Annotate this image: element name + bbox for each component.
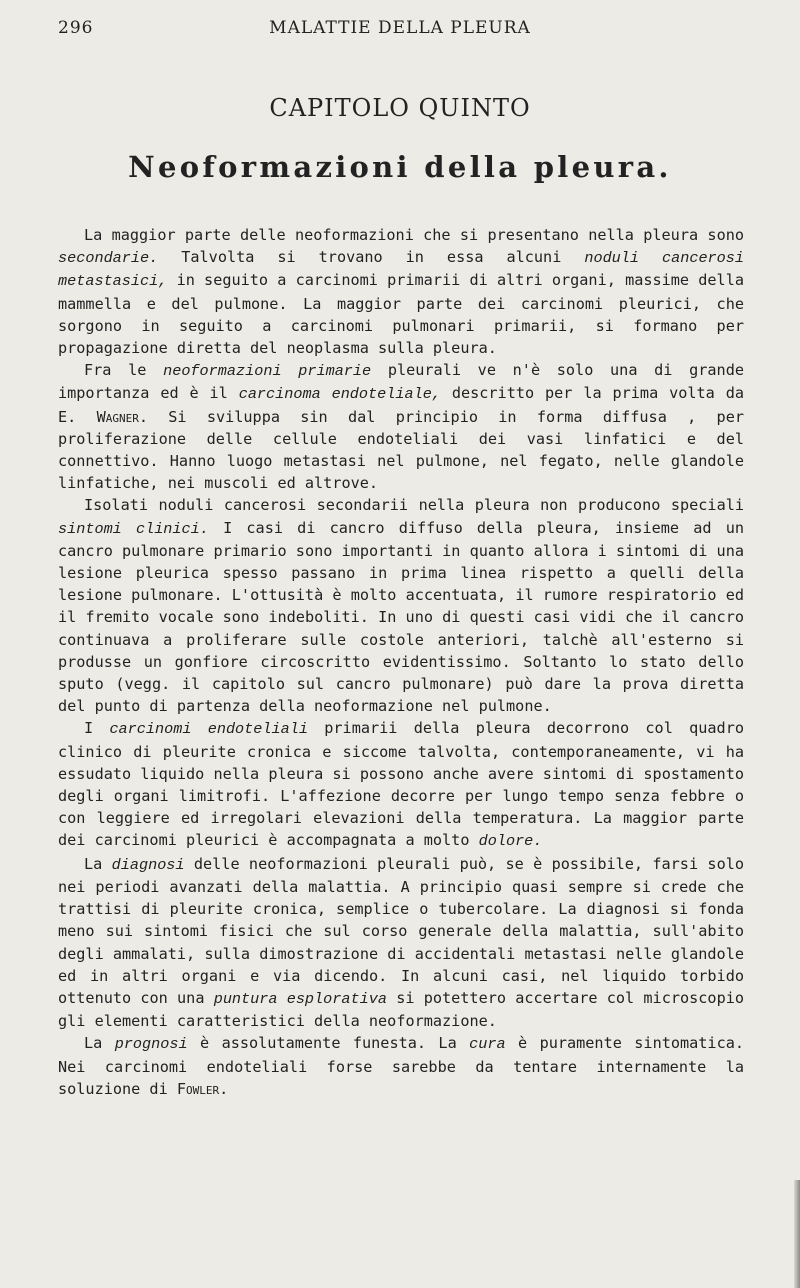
text-run: Si sviluppa sin dal principio in forma diffusa , per proliferazione delle cellule endoteliali dei vasi linfatici e del connettivo. Hanno luogo metastasi nel pulmone, nel fegato, nelle glandole linfatiche, nei muscoli ed altrove. — [58, 407, 744, 493]
italic-term: noduli cancerosi metastasici, — [58, 249, 745, 291]
text-run: La — [84, 854, 112, 873]
italic-term: cura — [469, 1035, 506, 1054]
paragraph-primary-neoplasms — [58, 359, 744, 494]
chapter-heading: CAPITOLO QUINTO — [269, 94, 531, 122]
text-run: si potettero accertare col microscopio gli elementi caratteristici della neoformazione. — [58, 988, 744, 1031]
italic-term: secondarie. — [58, 249, 159, 268]
running-title: MALATTIE DELLA PLEURA — [269, 18, 531, 38]
italic-term: prognosi — [114, 1035, 188, 1054]
page-edge-shadow — [794, 1180, 800, 1288]
paragraph-diagnosis — [58, 853, 744, 1033]
text-run: pleurali ve n'è solo una di grande importanza ed è il — [58, 361, 744, 403]
text-run: Talvolta si trovano in essa alcuni — [158, 248, 585, 267]
author-name: Fowler. — [176, 1079, 229, 1098]
text-run: I — [84, 719, 110, 738]
text-run: Fra le — [84, 361, 164, 380]
text-run: Isolati noduli cancerosi secondarii nella pleura non producono speciali — [84, 496, 744, 515]
italic-term: diagnosi — [111, 855, 185, 874]
italic-term: carcinoma endoteliale, — [238, 385, 441, 404]
italic-term: sintomi clinici. — [58, 519, 209, 538]
italic-term: puntura esplorativa — [213, 989, 387, 1008]
author-name: Wagner. — [96, 407, 148, 426]
text-run: La maggior parte delle neoformazioni che si presentano nella pleura sono — [84, 226, 744, 244]
text-run: è puramente sintomatica. Nei carcinomi endoteliali forse sarebbe da tentare internamente la soluzione di — [58, 1034, 745, 1098]
text-run: descritto per la prima volta da E. — [58, 384, 744, 426]
running-head — [58, 18, 742, 40]
section-title: Neoformazioni della pleura. — [128, 150, 672, 184]
text-run: primarii della pleura decorrono col quadro clinico di pleurite cronica e siccome talvolta, contemporaneamente, vi ha essudato liquido nella pleura si possono anche avere sintomi di spostamento degli organi limitrofi. L'affezione decorre per lungo tempo senza febbre o con leggiere ed irregolari elevazioni della temperatura. La maggior parte dei carcinomi pleurici è accompagnata a molto — [58, 719, 744, 850]
italic-term: neoformazioni primarie — [163, 362, 372, 381]
text-run: in seguito a carcinomi primarii di altri organi, massime della mammella e del pulmone. La maggior parte dei carcinomi pleurici, che sorgono in seguito a carcinomi pulmonari primarii, si formano per propagazione diretta del neoplasma sulla pleura. — [58, 271, 744, 358]
body-text — [58, 224, 744, 1100]
paragraph-clinical-symptoms — [58, 494, 744, 717]
paragraph-secondary-neoplasms — [58, 224, 744, 359]
paragraph-endothelial-carcinoma — [58, 717, 744, 852]
italic-term: carcinomi endoteliali — [109, 720, 308, 739]
text-run: La — [84, 1034, 115, 1053]
text-run: I casi di cancro diffuso della pleura, insieme ad un cancro pulmonare primario sono importanti in quanto allora i sintomi di una lesione pleurica spesso passano in prima linea rispetto a quelli della lesione pulmonare. L'ottusità è molto accentuata, il rumore respiratorio ed il fremito vocale sono indeboliti. In uno di questi casi vidi che il cancro continuava a proliferare sulle costole anteriori, talchè all'esterno si produsse un gonfiore circoscritto evidentissimo. Soltanto lo stato dello sputo (vegg. il capitolo sul cancro pulmonare) può dare la prova diretta del punto di partenza della neoformazione nel pulmone. — [58, 518, 744, 716]
page-number: 296 — [58, 18, 94, 38]
paragraph-prognosis — [58, 1032, 744, 1100]
italic-term: dolore. — [478, 832, 543, 851]
text-run: delle neoformazioni pleurali può, se è possibile, farsi solo nei periodi avanzati della malattia. A principio quasi sempre si crede che trattisi di pleurite cronica, semplice o tubercolare. La diagnosi si fonda meno sui sintomi fisici che sul corso generale della malattia, sull'abito degli ammalati, sulla dimostrazione di accidentali metastasi nelle glandole ed in altri organi e via dicendo. In alcuni casi, nel liquido torbido ottenuto con una — [58, 854, 744, 1007]
text-run: è assolutamente funesta. La — [187, 1034, 470, 1053]
